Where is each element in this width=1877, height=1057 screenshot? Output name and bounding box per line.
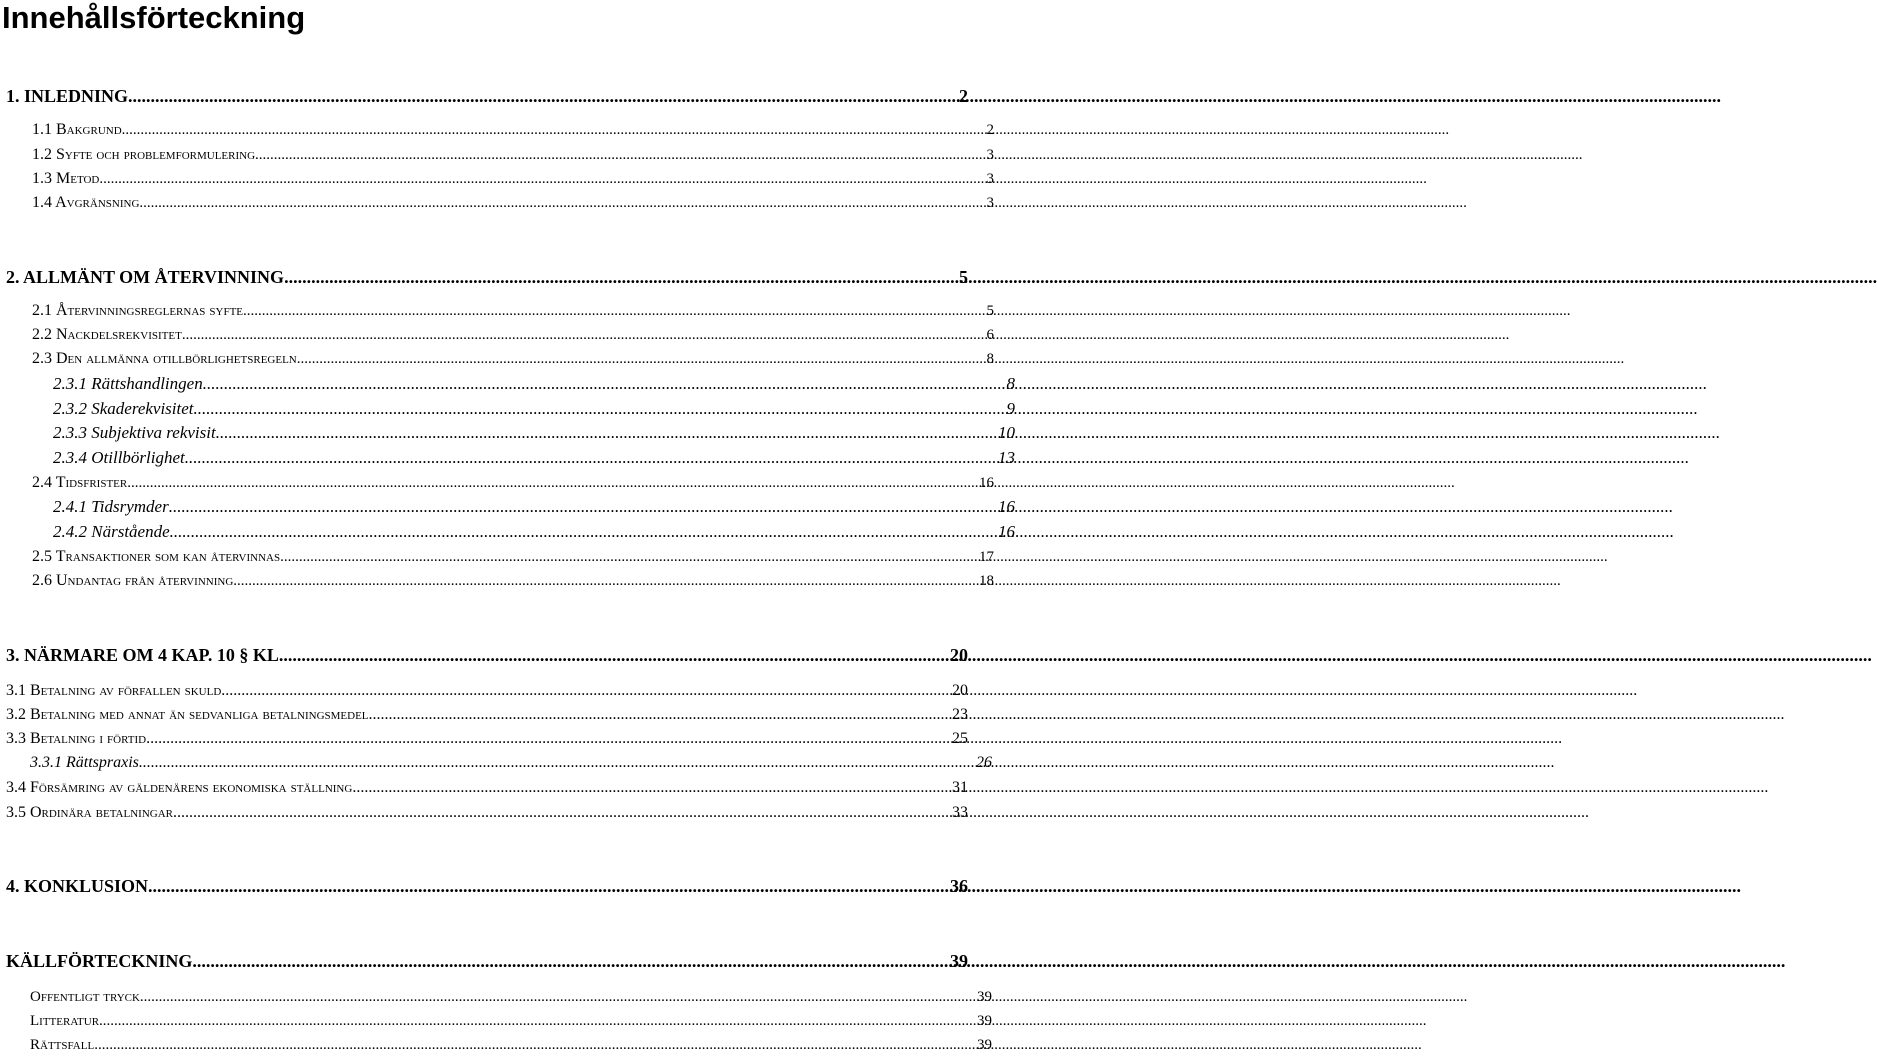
toc-entry-page: 39: [977, 1013, 992, 1029]
toc-entry-label: 2.4.1 Tidsrymder: [53, 497, 169, 516]
toc-entry-page: 3: [986, 195, 994, 211]
toc-entry-label: 1.4 Avgränsning: [32, 194, 140, 211]
toc-entry-page: 8: [1006, 374, 1015, 393]
toc-entry-page: 2: [986, 122, 994, 138]
dot-leader: [148, 876, 950, 897]
toc-entry-page: 5: [986, 303, 994, 319]
dot-leader: [243, 303, 986, 320]
toc-entry-label: 3. NÄRMARE OM 4 KAP. 10 § KL: [6, 645, 279, 665]
toc-entry[interactable]: [0, 572, 994, 590]
dot-leader: [169, 497, 998, 517]
toc-entry-page: 18: [979, 573, 994, 589]
dot-leader: [99, 171, 986, 188]
toc-heading[interactable]: [0, 645, 968, 666]
dot-leader: [127, 475, 979, 492]
dot-leader: [297, 351, 987, 368]
dot-leader: [279, 645, 950, 666]
dot-leader: [140, 989, 977, 1006]
dot-leader: [369, 706, 952, 724]
toc-entry-label: 1.2 Syfte och problemformulering: [32, 146, 256, 163]
toc-entry-label: 2. ALLMÄNT OM ÅTERVINNING: [6, 267, 285, 287]
dot-leader: [146, 730, 952, 748]
toc-entry[interactable]: [0, 1037, 992, 1054]
toc-heading[interactable]: [0, 86, 968, 107]
toc-entry-page: 20: [950, 645, 968, 665]
toc-subentry[interactable]: [0, 399, 1015, 419]
dot-leader: [352, 779, 952, 797]
toc-entry-label: 2.3.2 Skaderekvisitet: [53, 399, 194, 418]
toc-entry-label: 3.3.1 Rättspraxis: [30, 754, 139, 771]
toc-subentry[interactable]: [0, 374, 1015, 394]
toc-entry-label: Offentligt tryck: [30, 989, 140, 1005]
toc-entry[interactable]: [0, 548, 994, 566]
toc-entry-page: 9: [1006, 399, 1015, 418]
toc-entry-page: 13: [998, 448, 1015, 467]
toc-entry-label: 1. INLEDNING: [6, 86, 129, 106]
dot-leader: [221, 682, 952, 700]
toc-subentry[interactable]: [0, 448, 1015, 468]
toc-entry[interactable]: [0, 474, 994, 492]
toc-entry-label: 3.5 Ordinära betalningar: [6, 804, 173, 821]
toc-entry[interactable]: [0, 326, 994, 344]
toc-subentry[interactable]: [0, 522, 1015, 542]
toc-entry-label: 2.6 Undantag från återvinning: [32, 572, 234, 589]
toc-entry-label: 4. KONKLUSION: [6, 876, 149, 896]
dot-leader: [194, 399, 1007, 419]
toc-entry[interactable]: [0, 350, 994, 368]
toc-entry-page: 6: [986, 327, 994, 343]
toc-entry-page: 5: [959, 267, 968, 287]
toc-entry-page: 16: [998, 497, 1015, 516]
dot-leader: [128, 86, 959, 107]
toc-entry-page: 36: [950, 876, 968, 896]
toc-entry[interactable]: [0, 121, 994, 139]
toc-entry[interactable]: [0, 1013, 992, 1030]
toc-entry-label: Litteratur: [30, 1013, 100, 1029]
toc-entry-page: 2: [959, 86, 968, 106]
toc-subentry[interactable]: [0, 754, 992, 772]
toc-entry[interactable]: [0, 170, 994, 188]
toc-entry[interactable]: [0, 730, 968, 748]
toc-entry[interactable]: [0, 779, 968, 797]
toc-heading[interactable]: [0, 267, 968, 288]
toc-entry-label: 2.3.3 Subjektiva rekvisit: [53, 423, 216, 442]
page-title: Innehållsförteckning: [2, 0, 306, 35]
dot-leader: [216, 423, 998, 443]
toc-entry-label: Rättsfall: [30, 1037, 95, 1053]
toc-entry-page: 39: [977, 989, 992, 1005]
dot-leader: [139, 754, 976, 772]
toc-entry-page: 33: [952, 804, 968, 821]
toc-entry-page: 3: [986, 171, 994, 187]
toc-entry-page: 39: [977, 1037, 992, 1053]
toc-entry-label: 2.4 Tidsfrister: [32, 474, 128, 491]
toc-entry-label: 3.3 Betalning i förtid: [6, 730, 147, 747]
toc-entry-label: 3.2 Betalning med annat än sedvanliga betalningsmedel: [6, 706, 369, 723]
dot-leader: [192, 951, 950, 972]
toc-entry-label: 2.3 Den allmänna otillbörlighetsregeln: [32, 350, 297, 367]
toc-entry-page: 8: [986, 351, 994, 367]
toc-entry-page: 16: [979, 475, 994, 491]
toc-entry-page: 39: [950, 951, 968, 971]
dot-leader: [284, 267, 959, 288]
dot-leader: [139, 195, 986, 212]
toc-entry[interactable]: [0, 804, 968, 822]
dot-leader: [185, 448, 998, 468]
toc-subentry[interactable]: [0, 497, 1015, 517]
toc-entry-label: 2.2 Nackdelsrekvisitet: [32, 326, 182, 343]
toc-subentry[interactable]: [0, 423, 1015, 443]
dot-leader: [182, 327, 987, 344]
toc-entry[interactable]: [0, 706, 968, 724]
dot-leader: [99, 1013, 977, 1030]
toc-entry-label: 3.4 Försämring av gäldenärens ekonomiska ställning: [6, 779, 353, 796]
toc-entry-label: 3.1 Betalning av förfallen skuld: [6, 682, 222, 699]
toc-entry-label: KÄLLFÖRTECKNING: [6, 951, 193, 971]
toc-entry-label: 2.5 Transaktioner som kan återvinnas: [32, 548, 281, 565]
toc-heading[interactable]: [0, 951, 968, 972]
dot-leader: [203, 374, 1007, 394]
toc-entry-label: 1.3 Metod: [32, 170, 100, 187]
toc-entry-page: 31: [952, 779, 968, 796]
toc-entry[interactable]: [0, 146, 994, 164]
toc-entry-label: 2.1 Återvinningsreglernas syfte: [32, 302, 244, 319]
dot-leader: [233, 573, 979, 590]
toc-entry-page: 20: [952, 682, 968, 699]
toc-entry-page: 16: [998, 522, 1015, 541]
dot-leader: [122, 122, 987, 139]
dot-leader: [173, 804, 952, 822]
toc-entry[interactable]: [0, 302, 994, 320]
toc-entry-page: 25: [952, 730, 968, 747]
toc-entry[interactable]: [0, 194, 994, 212]
toc-entry-page: 17: [979, 549, 994, 565]
toc-entry-label: 2.4.2 Närstående: [53, 522, 170, 541]
dot-leader: [280, 549, 979, 566]
dot-leader: [170, 522, 998, 542]
dot-leader: [94, 1037, 977, 1054]
toc-entry-page: 3: [986, 147, 994, 163]
toc-entry-page: 10: [998, 423, 1015, 442]
toc-entry-label: 2.3.1 Rättshandlingen: [53, 374, 203, 393]
toc-entry[interactable]: [0, 682, 968, 700]
toc-entry-label: 2.3.4 Otillbörlighet: [53, 448, 185, 467]
dot-leader: [255, 147, 986, 164]
toc-entry-page: 23: [952, 706, 968, 723]
toc-heading[interactable]: [0, 876, 968, 897]
toc-entry[interactable]: [0, 989, 992, 1006]
toc-entry-page: 26: [976, 754, 992, 771]
toc-entry-label: 1.1 Bakgrund: [32, 121, 122, 138]
